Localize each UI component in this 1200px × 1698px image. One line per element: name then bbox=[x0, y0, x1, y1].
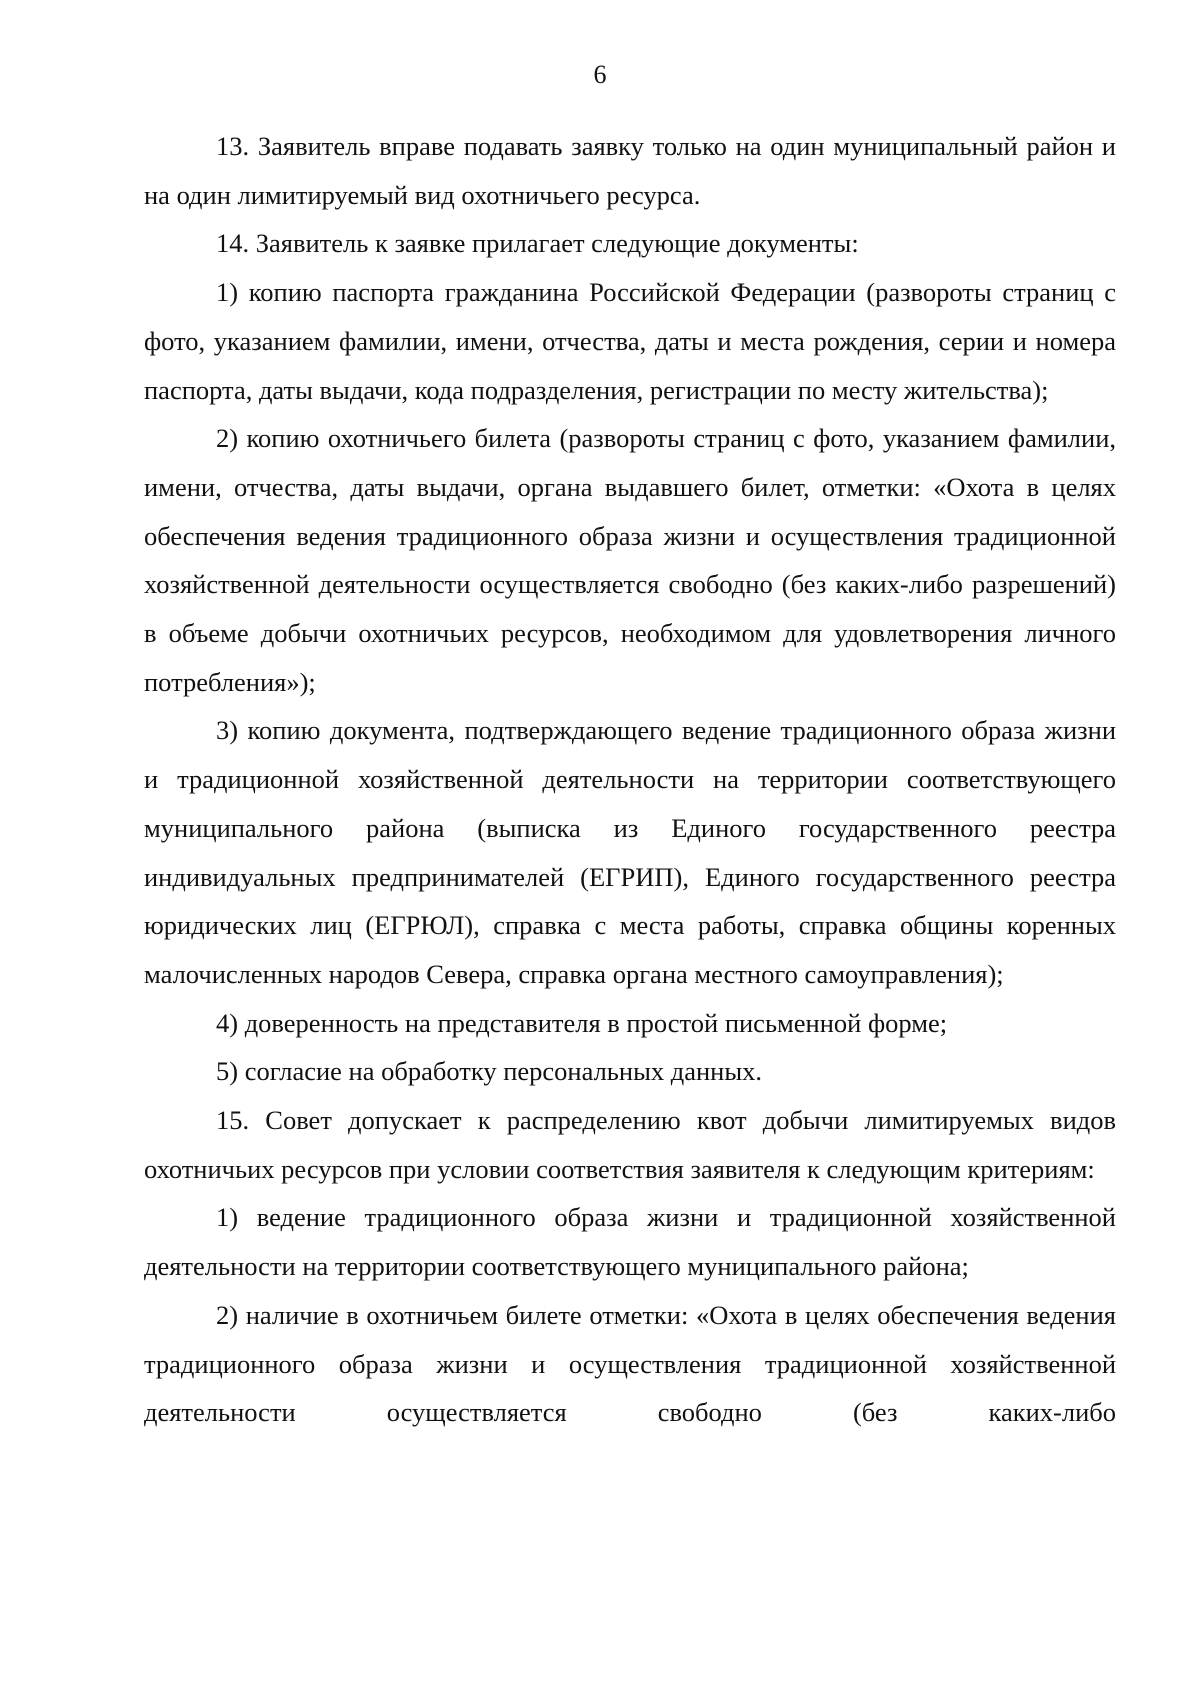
paragraph-14-item-2: 2) копию охотничьего билета (развороты страниц с фото, указанием фамилии, имени, отчества, даты выдачи, органа выдавшего билет, отметки: «Охота в целях обеспечения ведения традиционного образа жизни и осуществления традиционной хозяйственной деятельности осуществляется свободно (без каких-либо разрешений) в объеме добычи охотничьих ресурсов, необходимом для удовлетворения личного потребления»); bbox=[144, 423, 1116, 697]
paragraph-15-item-2: 2) наличие в охотничьем билете отметки: «Охота в целях обеспечения ведения традиционного образа жизни и осуществления традиционной хозяйственной деятельности осуществляется свободно (без каких-либо bbox=[144, 1299, 1116, 1428]
paragraph-15: 15. Совет допускает к распределению квот добычи лимитируемых видов охотничьих ресурсов при условии соответствия заявителя к следующим критериям: bbox=[144, 1105, 1116, 1184]
paragraph-14-item-4: 4) доверенность на представителя в простой письменной форме; bbox=[216, 1007, 948, 1038]
paragraph-14-item-5: 5) согласие на обработку персональных данных. bbox=[216, 1056, 763, 1087]
paragraph-14: 14. Заявитель к заявке прилагает следующие документы: bbox=[216, 228, 859, 259]
document-body bbox=[144, 122, 1116, 1437]
paragraph-13: 13. Заявитель вправе подавать заявку только на один муниципальный район и на один лимитируемый вид охотничьего ресурса. bbox=[144, 131, 1116, 210]
paragraph-15-item-1: 1) ведение традиционного образа жизни и традиционной хозяйственной деятельности на территории соответствующего муниципального района; bbox=[144, 1202, 1116, 1282]
paragraph-14-item-3: 3) копию документа, подтверждающего ведение традиционного образа жизни и традиционной хозяйственной деятельности на территории соответствующего муниципального района (выписка из Единого государственного реестра индивидуальных предпринимателей (ЕГРИП), Единого государственного реестра юридических лиц (ЕГРЮЛ), справка с места работы, справка общины коренных малочисленных народов Севера, справка органа местного самоуправления); bbox=[144, 715, 1116, 989]
page-number: 6 bbox=[593, 60, 607, 89]
paragraph-14-item-1: 1) копию паспорта гражданина Российской Федерации (развороты страниц с фото, указанием фамилии, имени, отчества, даты и места рождения, серии и номера паспорта, даты выдачи, кода подразделения, регистрации по месту жительства); bbox=[144, 277, 1116, 405]
